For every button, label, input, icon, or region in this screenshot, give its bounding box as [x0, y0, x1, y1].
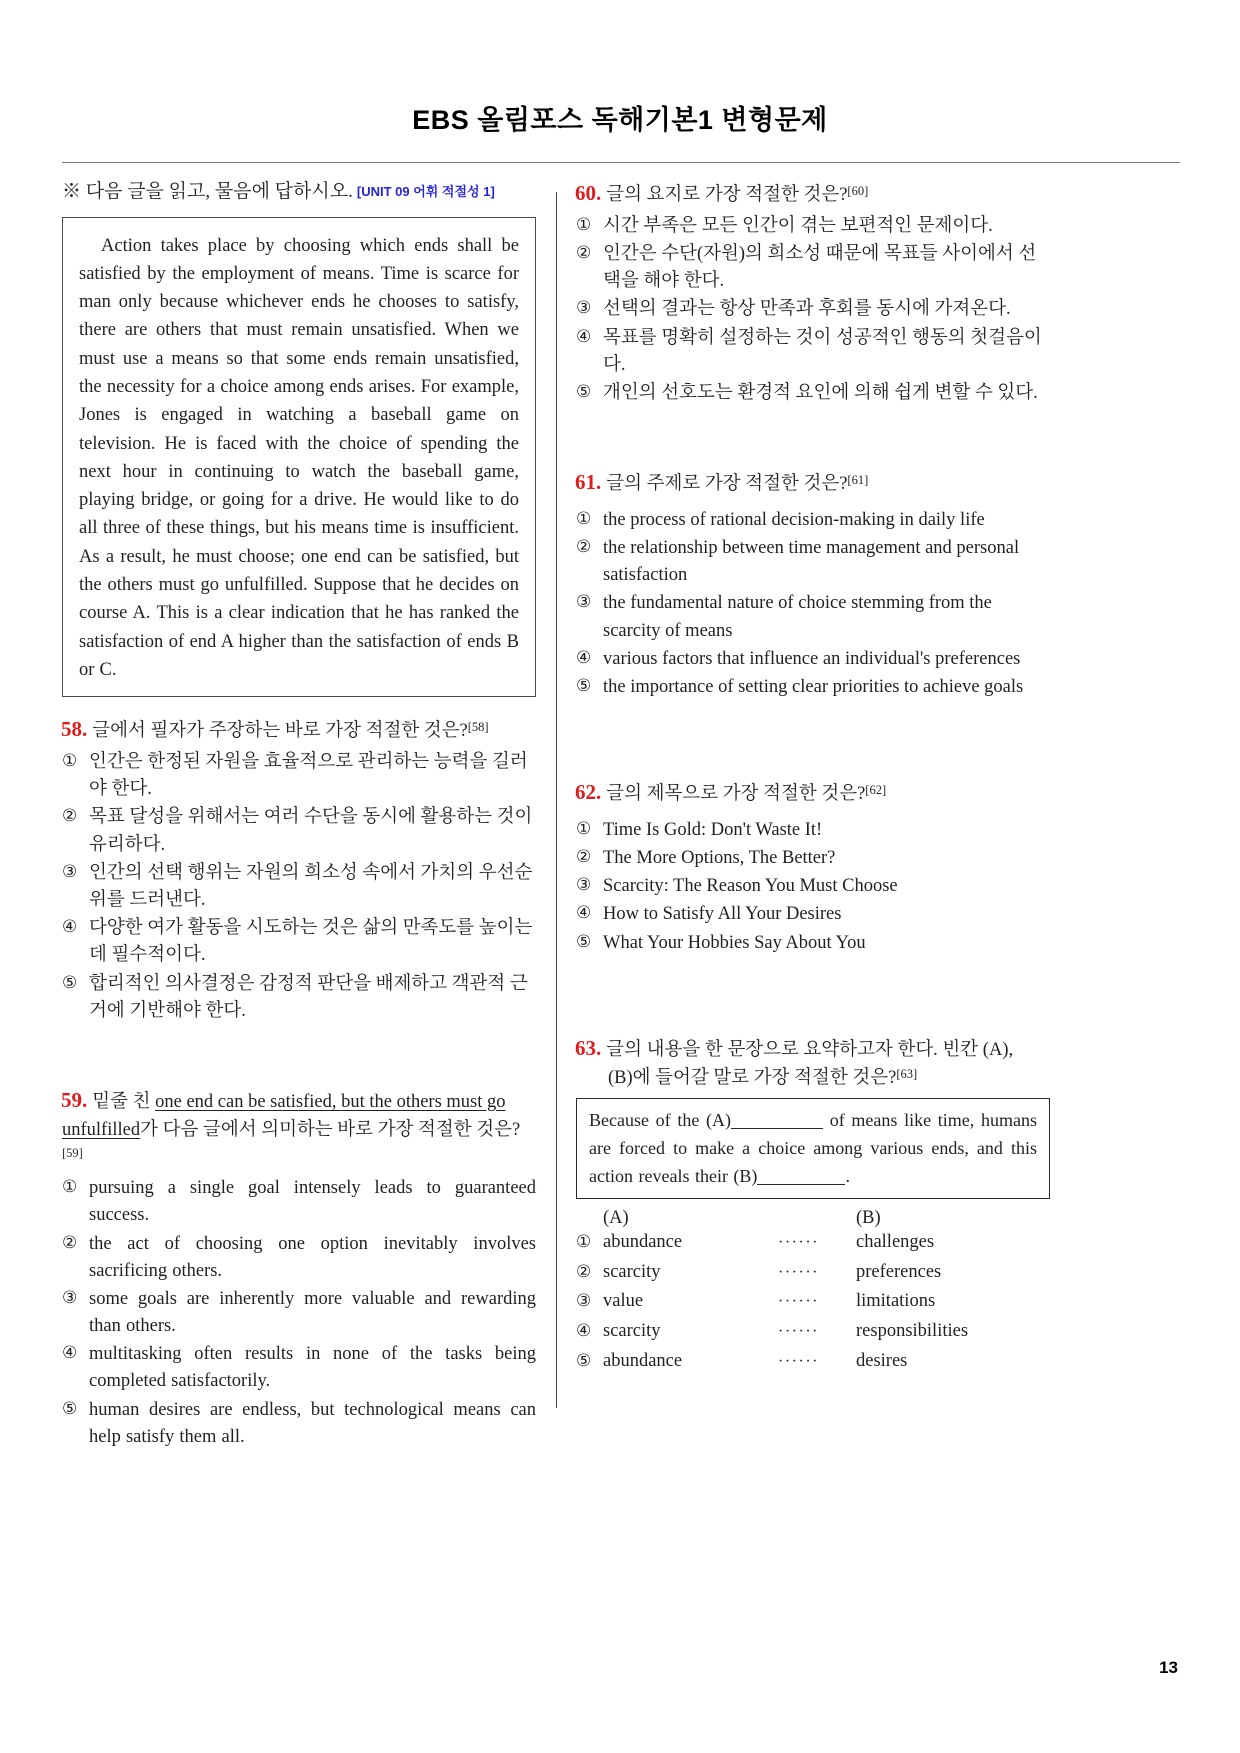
choice-text: 인간의 선택 행위는 자원의 희소성 속에서 가치의 우선순위를 드러낸다.	[89, 862, 533, 910]
question-61-choices	[576, 507, 1050, 701]
question-59	[62, 1085, 536, 1451]
question-61-prompt: 글의 주제로 가장 적절한 것은?	[606, 474, 848, 495]
question-63	[576, 1033, 1050, 1376]
question-62	[576, 777, 1050, 957]
choice-item[interactable]	[576, 325, 1050, 379]
blank-a	[731, 1128, 823, 1129]
instruction-line	[62, 178, 536, 207]
choice-text: human desires are endless, but technological means can help satisfy them all.	[89, 1399, 536, 1447]
page-number: 13	[1159, 1658, 1178, 1677]
dots-separator: ······	[778, 1352, 819, 1370]
summary-box	[576, 1098, 1050, 1199]
choice-marker: ⑤	[576, 675, 592, 695]
choice-marker: ②	[62, 806, 78, 826]
header-spacer	[778, 1208, 856, 1229]
choice-item[interactable]	[62, 804, 536, 858]
question-58-head	[62, 714, 536, 746]
answer-a: value	[603, 1291, 644, 1312]
choice-marker: ④	[576, 647, 592, 667]
passage-box	[62, 217, 536, 698]
choice-item[interactable]	[576, 535, 1050, 589]
choice-text: How to Satisfy All Your Desires	[603, 904, 842, 925]
question-59-tag: [59]	[62, 1146, 83, 1161]
choice-marker: ⑤	[576, 381, 592, 401]
choice-text: pursuing a single goal intensely leads to guaranteed success.	[89, 1178, 536, 1226]
choice-marker: ②	[62, 1232, 78, 1252]
question-61-tag: [61]	[847, 473, 869, 488]
choice-text: 인간은 한정된 자원을 효율적으로 관리하는 능력을 길러야 한다.	[89, 752, 528, 800]
choice-item[interactable]	[62, 971, 536, 1025]
choice-marker: ①	[576, 818, 592, 838]
answer-pair-row[interactable]	[576, 1318, 1050, 1346]
choice-marker: ④	[576, 1321, 592, 1341]
question-63-number: 63.	[575, 1035, 602, 1060]
choice-marker: ③	[576, 1291, 592, 1311]
choice-marker: ⑤	[576, 1350, 592, 1370]
choice-item[interactable]	[576, 873, 1050, 900]
summary-part-3: .	[845, 1166, 850, 1187]
choice-item[interactable]	[576, 901, 1050, 928]
choice-marker: ③	[576, 875, 592, 895]
choice-marker: ②	[576, 847, 592, 867]
answer-a: scarcity	[603, 1321, 661, 1342]
column-divider	[556, 192, 557, 1408]
choice-text: 시간 부족은 모든 인간이 겪는 보편적인 문제이다.	[603, 215, 993, 236]
choice-item[interactable]	[576, 213, 1050, 240]
choice-marker: ②	[576, 537, 592, 556]
question-60-tag: [60]	[847, 184, 869, 198]
choice-text: 선택의 결과는 항상 만족과 후회를 동시에 가져온다.	[603, 299, 1011, 320]
choice-text: some goals are inherently more valuable and rewarding than others.	[89, 1288, 536, 1337]
question-58-choices	[62, 749, 536, 1025]
instruction-text: ※ 다음 글을 읽고, 물음에 답하시오.	[62, 181, 353, 202]
question-59-head	[62, 1085, 536, 1172]
choice-text: the process of rational decision-making in daily life	[603, 509, 985, 530]
choice-marker: ④	[62, 917, 78, 937]
question-62-prompt: 글의 제목으로 가장 적절한 것은?	[606, 784, 866, 805]
question-59-number: 59.	[61, 1087, 88, 1112]
question-59-choices	[62, 1175, 536, 1451]
choice-marker: ①	[576, 1231, 592, 1251]
question-60-choices	[576, 213, 1050, 407]
choice-item[interactable]	[62, 1286, 536, 1340]
question-63-tag: [63]	[896, 1066, 918, 1081]
question-60-prompt: 글의 요지로 가장 적절한 것은?	[606, 185, 848, 205]
question-59-underlined-phrase: one end can be satisfied, but the others must go unfulfilled	[62, 1091, 506, 1140]
unit-tag: [UNIT 09 어휘 적절성 1]	[356, 184, 495, 199]
choice-text: 인간은 수단(자원)의 희소성 때문에 목표들 사이에서 선택을 해야 한다.	[603, 243, 1037, 292]
blank-b	[757, 1184, 845, 1185]
dots-separator: ······	[778, 1233, 819, 1251]
choice-marker: ⑤	[62, 972, 78, 992]
choice-marker: ③	[62, 1287, 78, 1307]
choice-item[interactable]	[576, 380, 1050, 407]
question-62-tag: [62]	[865, 783, 887, 798]
question-61-number: 61.	[575, 470, 602, 495]
answer-a: abundance	[603, 1350, 683, 1371]
choice-marker: ③	[576, 298, 592, 318]
right-column	[576, 178, 1050, 1378]
choice-item[interactable]	[62, 1231, 536, 1285]
answer-pair-row[interactable]	[576, 1259, 1050, 1287]
question-62-head	[576, 777, 1050, 809]
choice-item[interactable]	[576, 845, 1050, 872]
choice-item[interactable]	[576, 646, 1050, 673]
left-column	[62, 178, 536, 1452]
choice-text: Time Is Gold: Don't Waste It!	[603, 819, 823, 840]
dots-separator: ······	[778, 1263, 819, 1281]
answer-b: limitations	[856, 1291, 936, 1312]
answer-a: scarcity	[603, 1261, 661, 1282]
question-61-head	[576, 467, 1050, 499]
question-62-number: 62.	[575, 780, 602, 805]
choice-marker: ④	[62, 1343, 78, 1363]
choice-item[interactable]	[576, 241, 1050, 295]
question-58-number: 58.	[61, 717, 88, 742]
dots-separator: ······	[778, 1323, 819, 1341]
choice-marker: ①	[62, 751, 78, 770]
answer-pair-header	[576, 1208, 1050, 1229]
question-60	[576, 178, 1050, 407]
choice-item[interactable]	[576, 930, 1050, 957]
choice-text: multitasking often results in none of the tasks being completed satisfactorily.	[89, 1344, 536, 1392]
choice-item[interactable]	[62, 1341, 536, 1395]
question-61	[576, 467, 1050, 701]
choice-item[interactable]	[62, 915, 536, 969]
choice-text: the importance of setting clear priorities to achieve goals	[603, 676, 1024, 697]
dots-separator: ······	[778, 1293, 819, 1311]
choice-marker: ③	[576, 592, 592, 612]
summary-text	[589, 1107, 1037, 1191]
choice-text: 다양한 여가 활동을 시도하는 것은 삶의 만족도를 높이는 데 필수적이다.	[89, 918, 533, 966]
choice-item[interactable]	[62, 1175, 536, 1229]
choice-marker: ④	[576, 903, 592, 923]
choice-item[interactable]	[576, 507, 1050, 534]
answer-b: responsibilities	[856, 1321, 969, 1342]
question-60-head	[576, 178, 1050, 210]
choice-marker: ⑤	[576, 931, 592, 951]
choice-item[interactable]	[62, 749, 536, 803]
question-62-choices	[576, 817, 1050, 957]
choice-marker: ④	[576, 326, 592, 346]
page-title: EBS 올림포스 독해기본1 변형문제	[412, 105, 828, 135]
column-header-b: (B)	[856, 1207, 881, 1228]
choice-marker: ①	[62, 1177, 78, 1197]
choice-marker: ①	[576, 508, 592, 528]
choice-item[interactable]	[62, 1397, 536, 1451]
column-header-a: (A)	[603, 1207, 629, 1228]
choice-item[interactable]	[576, 817, 1050, 844]
choice-marker: ③	[62, 861, 78, 881]
question-63-prompt-line1: 글의 내용을 한 문장으로 요약하고자 한다. 빈칸 (A),	[606, 1039, 1014, 1060]
choice-text: the act of choosing one option inevitably involves sacrificing others.	[89, 1233, 536, 1281]
answer-b: desires	[856, 1350, 908, 1371]
choice-marker: ⑤	[62, 1398, 78, 1418]
question-59-suffix: 가 다음 글에서 의미하는 바로 가장 적절한 것은?	[140, 1119, 521, 1140]
choice-text: the relationship between time management and personal satisfaction	[603, 538, 1020, 586]
choice-marker: ②	[576, 1261, 592, 1281]
choice-marker: ①	[576, 214, 592, 234]
choice-item[interactable]	[62, 860, 536, 914]
choice-text: 목표 달성을 위해서는 여러 수단을 동시에 활용하는 것이 유리하다.	[89, 807, 533, 855]
choice-text: The More Options, The Better?	[603, 848, 836, 869]
question-58-prompt: 글에서 필자가 주장하는 바로 가장 적절한 것은?	[92, 721, 468, 742]
summary-part-1: Because of the (A)	[589, 1110, 732, 1131]
answer-pair-row[interactable]	[576, 1348, 1050, 1376]
choice-text: 개인의 선호도는 환경적 요인에 의해 쉽게 변할 수 있다.	[603, 382, 1038, 403]
answer-a: abundance	[603, 1231, 683, 1252]
choice-text: various factors that influence an individual's preferences	[603, 648, 1021, 669]
choice-item[interactable]	[576, 590, 1050, 644]
question-63-prompt-line2-wrap	[576, 1065, 1050, 1093]
choice-item[interactable]	[576, 674, 1050, 701]
summary-part-2: of means like time, humans are forced to make a choice among various ends, and this action reveals their (B)	[589, 1110, 1037, 1187]
question-58	[62, 714, 536, 1025]
header-divider	[62, 162, 1180, 163]
question-58-tag: [58]	[467, 720, 489, 735]
choice-text: Scarcity: The Reason You Must Choose	[603, 876, 898, 897]
choice-text: What Your Hobbies Say About You	[603, 932, 866, 953]
answer-b: challenges	[856, 1231, 935, 1252]
choice-text: the fundamental nature of choice stemming from the scarcity of means	[603, 593, 992, 641]
question-59-prefix: 밑줄 친	[92, 1091, 151, 1112]
choice-item[interactable]	[576, 296, 1050, 323]
question-63-head	[576, 1033, 1050, 1093]
answer-b: preferences	[856, 1261, 942, 1282]
choice-marker: ②	[576, 242, 592, 262]
question-60-number: 60.	[575, 181, 602, 205]
choice-text: 합리적인 의사결정은 감정적 판단을 배제하고 객관적 근거에 기반해야 한다.	[89, 973, 528, 1021]
answer-pair-row[interactable]	[576, 1288, 1050, 1316]
choice-text: 목표를 명확히 설정하는 것이 성공적인 행동의 첫걸음이다.	[603, 327, 1042, 375]
passage-text: Action takes place by choosing which ends shall be satisfied by the employment of means. Time is scarce for man only because whichever ends he chooses to satisfy, there are others that must remain unsatisfied. When we must use a means so that some ends remain unsatisfied, the necessity for a choice among ends arises. For example, Jones is engaged in watching a baseball game on television. He is faced with the choice of spending the next hour in continuing to watch the baseball game, playing bridge, or going for a drive. He would like to do all three of these things, but his means time is insufficient. As a result, he must choose; one end can be satisfied, but the others must go unfulfilled. Suppose that he decides on course A. This is a clear indication that he has ranked the satisfaction of end A higher than the satisfaction of ends B or C.	[79, 235, 519, 680]
question-63-prompt-line2: (B)에 들어갈 말로 가장 적절한 것은?	[608, 1067, 897, 1088]
answer-pair-row[interactable]	[576, 1229, 1050, 1257]
